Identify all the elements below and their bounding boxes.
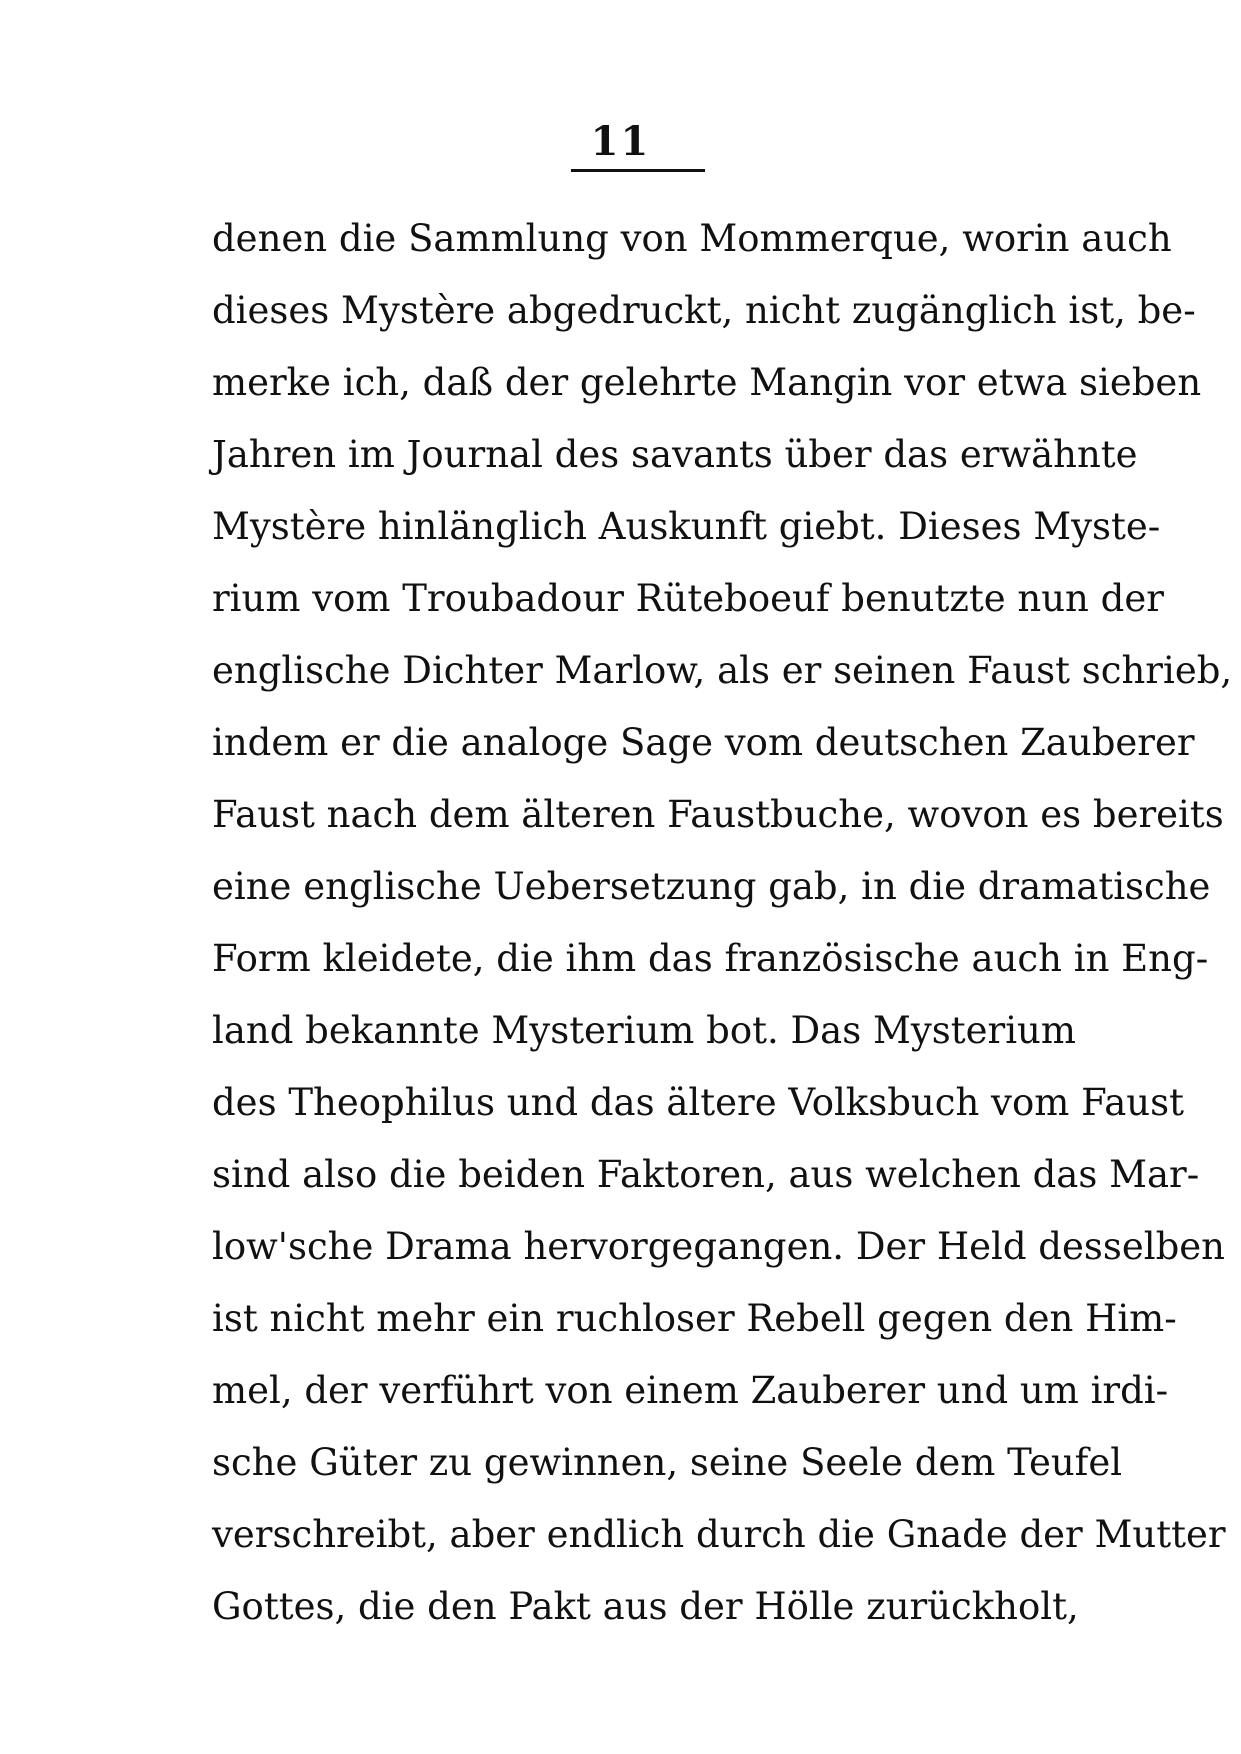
text-line: Mystère hinlänglich Auskunft giebt. Dieses Myste- [212,505,1161,548]
text-line: verschreibt, aber endlich durch die Gnade der Mutter [212,1513,1226,1556]
text-line: dieses Mystère abgedruckt, nicht zugänglich ist, be- [212,289,1196,332]
page-number-rule [571,169,705,172]
text-line: low'sche Drama hervorgegangen. Der Held desselben [212,1225,1225,1268]
text-line: Jahren im Journal des savants über das erwähnte [212,433,1138,476]
text-line: Form kleidete, die ihm das französische auch in Eng- [212,937,1209,980]
text-line: ist nicht mehr ein ruchloser Rebell gegen den Him- [212,1297,1177,1340]
text-line: land bekannte Mysterium bot. Das Mysterium [212,1009,1076,1052]
body-text [212,203,1233,1643]
text-line: denen die Sammlung von Mommerque, worin auch [212,217,1172,260]
text-line: merke ich, daß der gelehrte Mangin vor etwa sieben [212,361,1202,404]
text-line: sche Güter zu gewinnen, seine Seele dem Teufel [212,1441,1123,1484]
text-line: indem er die analoge Sage vom deutschen Zauberer [212,721,1195,764]
text-line: des Theophilus und das ältere Volksbuch vom Faust [212,1081,1184,1124]
text-line: englische Dichter Marlow, als er seinen Faust schrieb, [212,649,1233,692]
text-line: Gottes, die den Pakt aus der Hölle zurückholt, [212,1585,1079,1628]
text-line: eine englische Uebersetzung gab, in die dramatische [212,865,1211,908]
text-line: Faust nach dem älteren Faustbuche, wovon es bereits [212,793,1224,836]
text-line: mel, der verführt von einem Zauberer und um irdi- [212,1369,1169,1412]
text-line: sind also die beiden Faktoren, aus welchen das Mar- [212,1153,1200,1196]
text-line: rium vom Troubadour Rüteboeuf benutzte nun der [212,577,1164,620]
page-number: 11 [590,118,651,165]
